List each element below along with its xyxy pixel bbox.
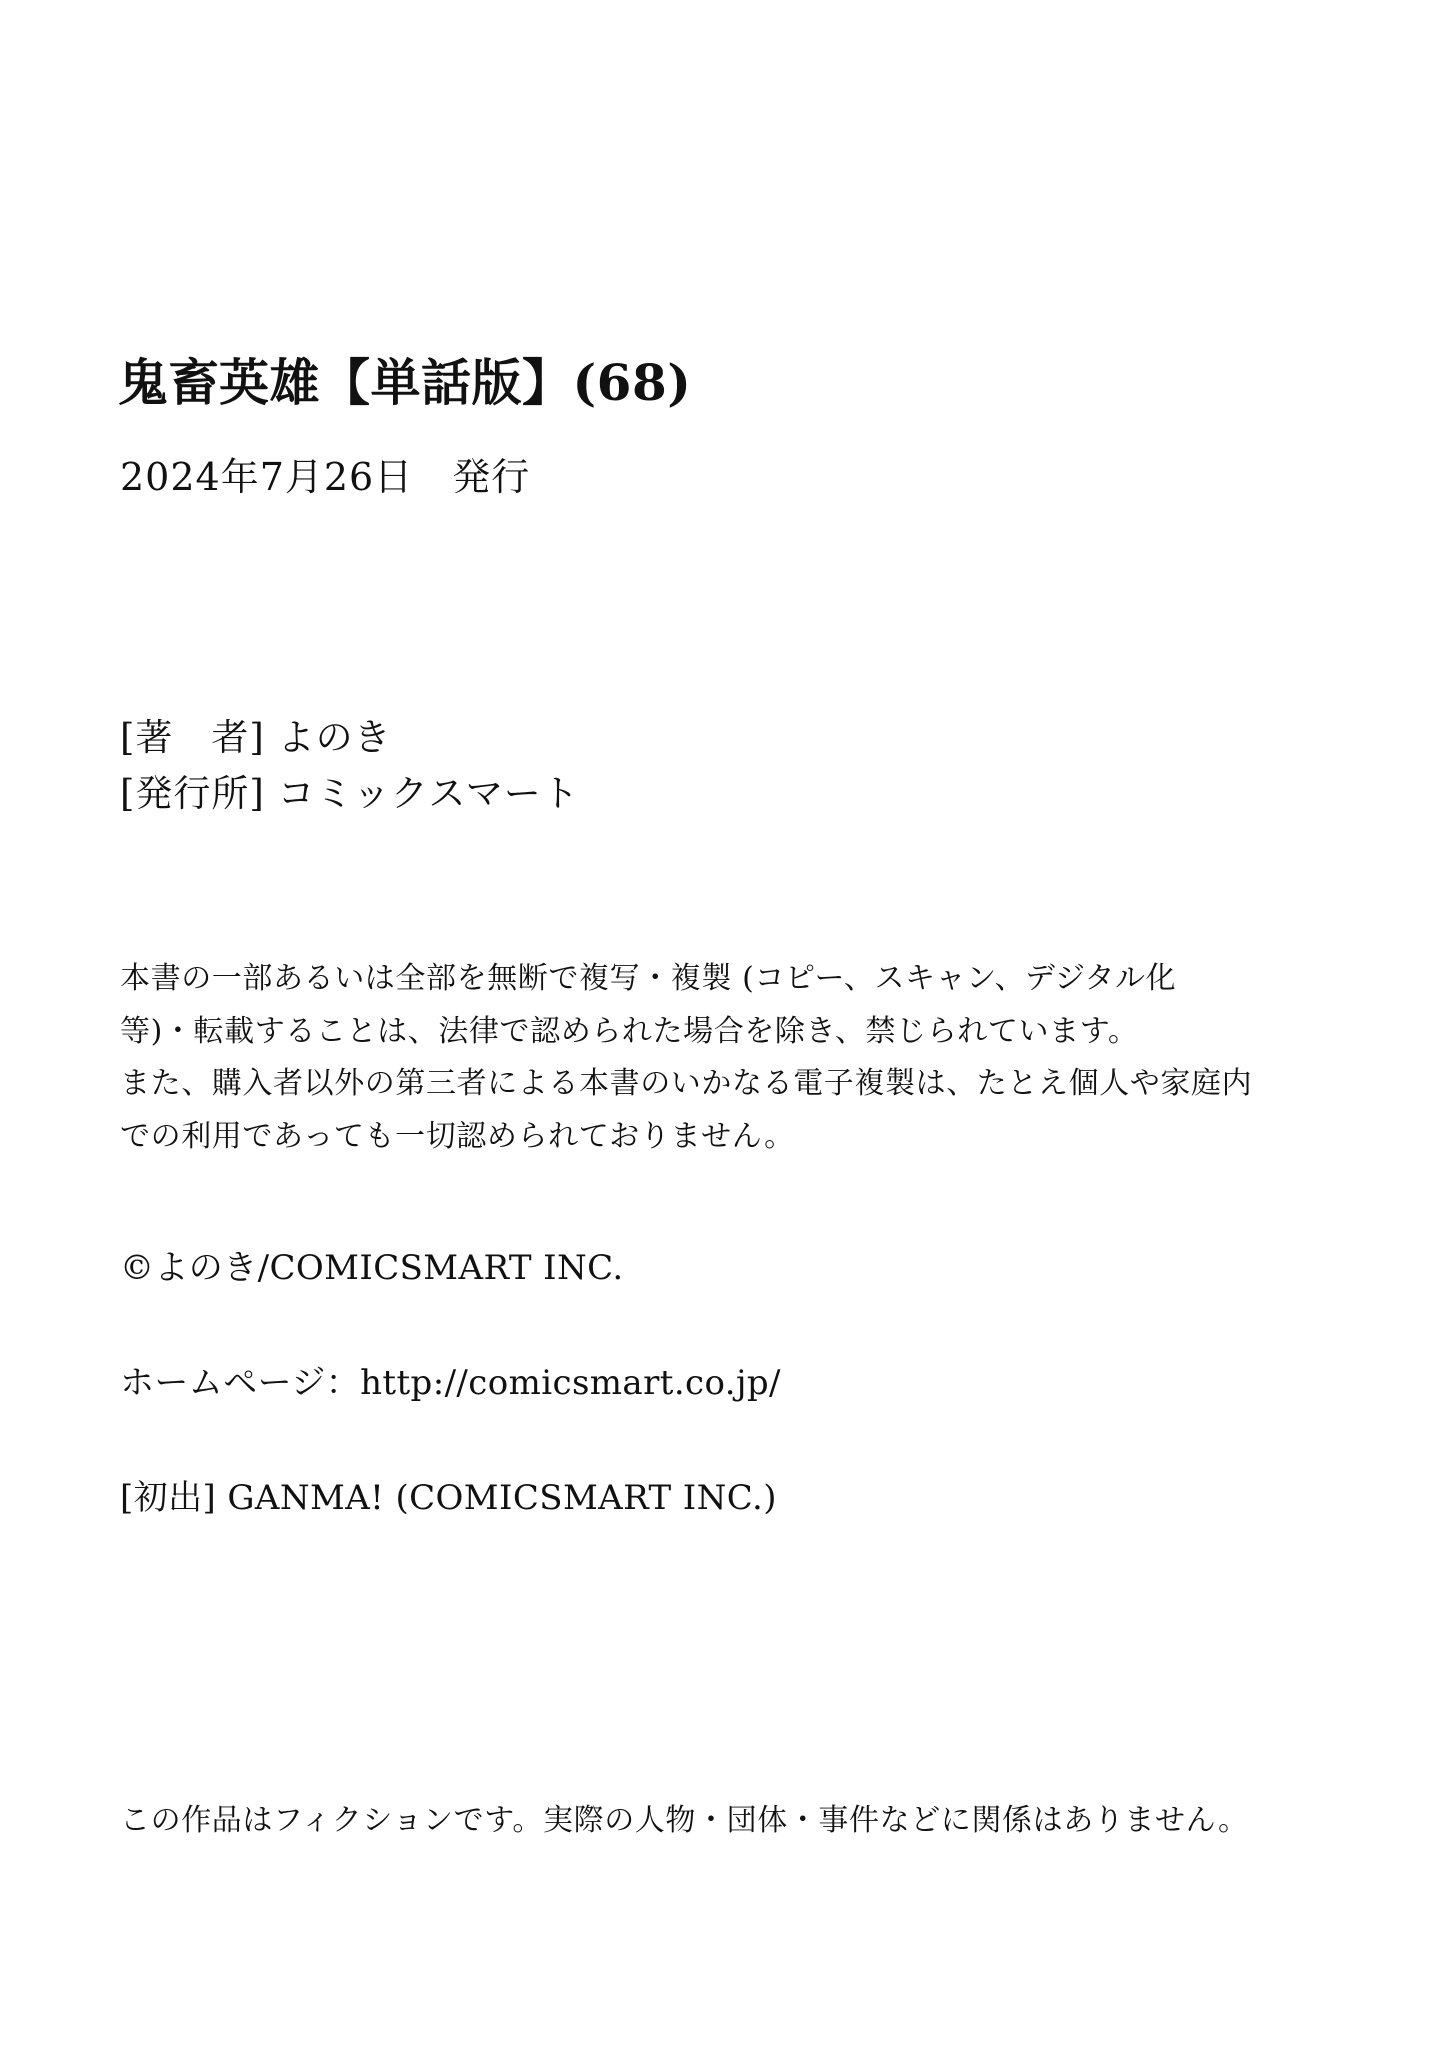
legal-line-1: 本書の一部あるいは全部を無断で複写・複製 (コピー、スキャン、デジタル化 xyxy=(120,961,1177,996)
fiction-disclaimer: この作品はフィクションです。実際の人物・団体・事件などに関係はありません。 xyxy=(120,1803,1249,1838)
copyright-notice: ©よのき/COMICSMART INC. xyxy=(120,1248,624,1288)
homepage-url[interactable]: ホームページ：http://comicsmart.co.jp/ xyxy=(120,1363,781,1403)
credits-block xyxy=(120,710,580,822)
legal-line-3: また、購入者以外の第三者による本書のいかなる電子複製は、たとえ個人や家庭内 xyxy=(120,1066,1253,1102)
legal-line-2: 等)・転載することは、法律で認められた場合を除き、禁じられています。 xyxy=(120,1013,1139,1049)
author-line: [著 者] よのき xyxy=(120,716,392,759)
legal-notice xyxy=(120,955,1335,1161)
publication-date: 2024年7月26日 発行 xyxy=(120,455,531,499)
page-title: 鬼畜英雄【単話版】(68) xyxy=(118,353,692,412)
legal-line-4: での利用であっても一切認められておりません。 xyxy=(120,1118,795,1154)
first-publication-note: [初出] GANMA! (COMICSMART INC.) xyxy=(120,1478,777,1518)
publisher-line: [発行所] コミックスマート xyxy=(120,772,580,816)
